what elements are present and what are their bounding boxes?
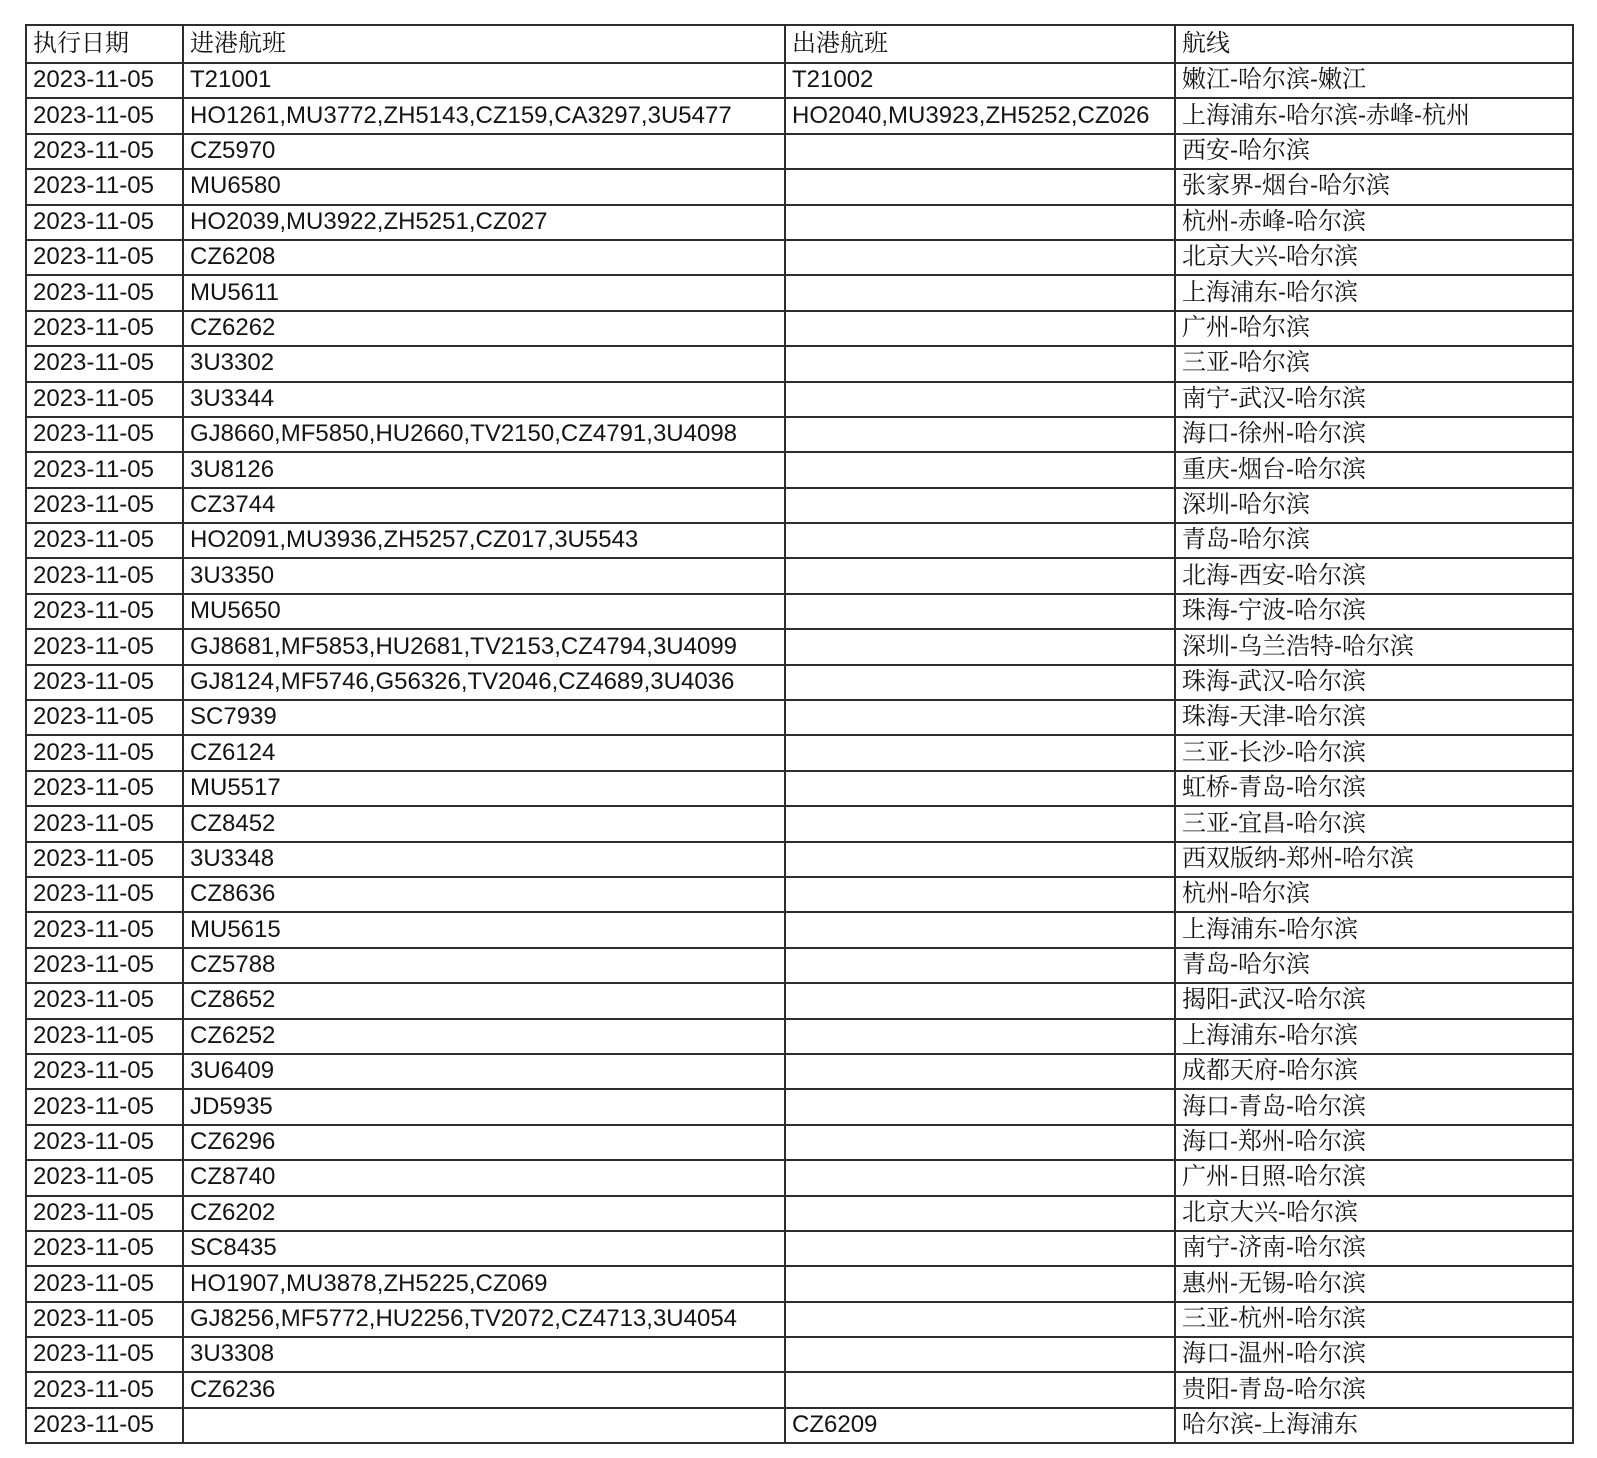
cell-route[interactable]: 三亚-哈尔滨 — [1175, 346, 1573, 381]
cell-route[interactable]: 上海浦东-哈尔滨-赤峰-杭州 — [1175, 98, 1573, 133]
cell-inbound-flights[interactable]: CZ5970 — [183, 134, 785, 169]
cell-date[interactable]: 2023-11-05 — [26, 842, 183, 877]
table-row — [26, 877, 1573, 912]
cell-outbound-flights[interactable] — [785, 1019, 1175, 1054]
cell-inbound-flights[interactable]: CZ6262 — [183, 311, 785, 346]
cell-outbound-flights[interactable] — [785, 275, 1175, 310]
cell-inbound-flights[interactable]: JD5935 — [183, 1089, 785, 1124]
cell-outbound-flights[interactable] — [785, 842, 1175, 877]
cell-route[interactable]: 上海浦东-哈尔滨 — [1175, 275, 1573, 310]
cell-outbound-flights[interactable] — [785, 452, 1175, 487]
cell-route[interactable]: 西双版纳-郑州-哈尔滨 — [1175, 842, 1573, 877]
cell-date[interactable]: 2023-11-05 — [26, 1266, 183, 1301]
cell-outbound-flights[interactable] — [785, 806, 1175, 841]
spreadsheet-area — [25, 24, 1574, 1444]
table-row — [26, 665, 1573, 700]
cell-route[interactable]: 海口-徐州-哈尔滨 — [1175, 417, 1573, 452]
cell-date[interactable]: 2023-11-05 — [26, 1302, 183, 1337]
cell-date[interactable]: 2023-11-05 — [26, 1019, 183, 1054]
cell-outbound-flights[interactable] — [785, 240, 1175, 275]
cell-inbound-flights[interactable]: SC7939 — [183, 700, 785, 735]
table-row — [26, 346, 1573, 381]
cell-route[interactable]: 海口-青岛-哈尔滨 — [1175, 1089, 1573, 1124]
cell-inbound-flights[interactable]: CZ8652 — [183, 983, 785, 1018]
table-body — [26, 63, 1573, 1443]
table-row — [26, 382, 1573, 417]
cell-outbound-flights[interactable] — [785, 1231, 1175, 1266]
cell-inbound-flights[interactable]: CZ6236 — [183, 1372, 785, 1407]
cell-inbound-flights[interactable]: 3U3350 — [183, 558, 785, 593]
cell-route[interactable]: 哈尔滨-上海浦东 — [1175, 1408, 1573, 1443]
cell-route[interactable]: 海口-郑州-哈尔滨 — [1175, 1125, 1573, 1160]
cell-inbound-flights[interactable]: 3U3344 — [183, 382, 785, 417]
cell-outbound-flights[interactable] — [785, 169, 1175, 204]
cell-inbound-flights[interactable]: GJ8681,MF5853,HU2681,TV2153,CZ4794,3U4099 — [183, 629, 785, 664]
cell-route[interactable]: 成都天府-哈尔滨 — [1175, 1054, 1573, 1089]
cell-date[interactable]: 2023-11-05 — [26, 346, 183, 381]
flight-schedule-table — [25, 24, 1574, 1444]
cell-route[interactable]: 虹桥-青岛-哈尔滨 — [1175, 771, 1573, 806]
cell-inbound-flights[interactable]: MU5615 — [183, 912, 785, 947]
table-row — [26, 948, 1573, 983]
cell-route[interactable]: 北京大兴-哈尔滨 — [1175, 1196, 1573, 1231]
cell-outbound-flights[interactable]: HO2040,MU3923,ZH5252,CZ026 — [785, 98, 1175, 133]
cell-inbound-flights[interactable]: HO2039,MU3922,ZH5251,CZ027 — [183, 205, 785, 240]
table-row — [26, 275, 1573, 310]
cell-outbound-flights[interactable] — [785, 417, 1175, 452]
cell-date[interactable]: 2023-11-05 — [26, 311, 183, 346]
table-row — [26, 523, 1573, 558]
table-row — [26, 1266, 1573, 1301]
cell-route[interactable]: 三亚-长沙-哈尔滨 — [1175, 735, 1573, 770]
cell-date[interactable]: 2023-11-05 — [26, 948, 183, 983]
cell-date[interactable]: 2023-11-05 — [26, 700, 183, 735]
cell-route[interactable]: 南宁-济南-哈尔滨 — [1175, 1231, 1573, 1266]
cell-date[interactable]: 2023-11-05 — [26, 1372, 183, 1407]
cell-date[interactable]: 2023-11-05 — [26, 558, 183, 593]
cell-date[interactable]: 2023-11-05 — [26, 98, 183, 133]
cell-date[interactable]: 2023-11-05 — [26, 1089, 183, 1124]
cell-inbound-flights[interactable]: T21001 — [183, 63, 785, 98]
cell-outbound-flights[interactable] — [785, 1125, 1175, 1160]
cell-inbound-flights[interactable]: 3U3302 — [183, 346, 785, 381]
cell-inbound-flights[interactable]: HO1261,MU3772,ZH5143,CZ159,CA3297,3U5477 — [183, 98, 785, 133]
table-row — [26, 771, 1573, 806]
cell-inbound-flights[interactable]: CZ5788 — [183, 948, 785, 983]
cell-inbound-flights[interactable]: 3U8126 — [183, 452, 785, 487]
cell-route[interactable]: 青岛-哈尔滨 — [1175, 523, 1573, 558]
cell-inbound-flights[interactable]: CZ6124 — [183, 735, 785, 770]
cell-date[interactable]: 2023-11-05 — [26, 1196, 183, 1231]
cell-route[interactable]: 惠州-无锡-哈尔滨 — [1175, 1266, 1573, 1301]
cell-date[interactable]: 2023-11-05 — [26, 134, 183, 169]
cell-date[interactable]: 2023-11-05 — [26, 63, 183, 98]
cell-inbound-flights[interactable]: CZ8452 — [183, 806, 785, 841]
cell-route[interactable]: 揭阳-武汉-哈尔滨 — [1175, 983, 1573, 1018]
cell-date[interactable]: 2023-11-05 — [26, 240, 183, 275]
header-row — [26, 25, 1573, 63]
table-row — [26, 1160, 1573, 1195]
cell-outbound-flights[interactable] — [785, 665, 1175, 700]
cell-route[interactable]: 张家界-烟台-哈尔滨 — [1175, 169, 1573, 204]
table-row — [26, 205, 1573, 240]
cell-route[interactable]: 广州-日照-哈尔滨 — [1175, 1160, 1573, 1195]
cell-date[interactable]: 2023-11-05 — [26, 275, 183, 310]
cell-route[interactable]: 珠海-宁波-哈尔滨 — [1175, 594, 1573, 629]
cell-outbound-flights[interactable] — [785, 346, 1175, 381]
cell-outbound-flights[interactable] — [785, 1372, 1175, 1407]
cell-inbound-flights[interactable]: GJ8256,MF5772,HU2256,TV2072,CZ4713,3U4054 — [183, 1302, 785, 1337]
cell-outbound-flights[interactable] — [785, 594, 1175, 629]
table-row — [26, 983, 1573, 1018]
table-row — [26, 1231, 1573, 1266]
cell-route[interactable]: 广州-哈尔滨 — [1175, 311, 1573, 346]
cell-date[interactable]: 2023-11-05 — [26, 1231, 183, 1266]
cell-date[interactable]: 2023-11-05 — [26, 665, 183, 700]
cell-inbound-flights[interactable]: GJ8660,MF5850,HU2660,TV2150,CZ4791,3U4098 — [183, 417, 785, 452]
cell-route[interactable]: 三亚-杭州-哈尔滨 — [1175, 1302, 1573, 1337]
cell-route[interactable]: 三亚-宜昌-哈尔滨 — [1175, 806, 1573, 841]
cell-inbound-flights[interactable]: MU5611 — [183, 275, 785, 310]
cell-outbound-flights[interactable] — [785, 134, 1175, 169]
cell-date[interactable]: 2023-11-05 — [26, 382, 183, 417]
cell-inbound-flights[interactable]: MU5650 — [183, 594, 785, 629]
cell-outbound-flights[interactable] — [785, 912, 1175, 947]
cell-date[interactable]: 2023-11-05 — [26, 169, 183, 204]
cell-date[interactable]: 2023-11-05 — [26, 983, 183, 1018]
cell-date[interactable]: 2023-11-05 — [26, 735, 183, 770]
cell-route[interactable]: 深圳-乌兰浩特-哈尔滨 — [1175, 629, 1573, 664]
cell-outbound-flights[interactable] — [785, 205, 1175, 240]
table-row — [26, 311, 1573, 346]
column-header-inbound-flights[interactable]: 进港航班 — [183, 25, 785, 63]
table-row — [26, 594, 1573, 629]
cell-outbound-flights[interactable] — [785, 1266, 1175, 1301]
cell-outbound-flights[interactable] — [785, 629, 1175, 664]
cell-outbound-flights[interactable] — [785, 1337, 1175, 1372]
cell-route[interactable]: 北京大兴-哈尔滨 — [1175, 240, 1573, 275]
cell-outbound-flights[interactable] — [785, 558, 1175, 593]
cell-route[interactable]: 珠海-天津-哈尔滨 — [1175, 700, 1573, 735]
column-header-date[interactable]: 执行日期 — [26, 25, 183, 63]
cell-route[interactable]: 深圳-哈尔滨 — [1175, 488, 1573, 523]
table-row — [26, 1019, 1573, 1054]
table-row — [26, 169, 1573, 204]
cell-outbound-flights[interactable] — [785, 948, 1175, 983]
cell-date[interactable]: 2023-11-05 — [26, 523, 183, 558]
cell-inbound-flights[interactable]: 3U3308 — [183, 1337, 785, 1372]
cell-outbound-flights[interactable]: CZ6209 — [785, 1408, 1175, 1443]
cell-route[interactable]: 西安-哈尔滨 — [1175, 134, 1573, 169]
cell-inbound-flights[interactable]: MU6580 — [183, 169, 785, 204]
cell-date[interactable]: 2023-11-05 — [26, 594, 183, 629]
cell-date[interactable]: 2023-11-05 — [26, 417, 183, 452]
cell-inbound-flights[interactable]: MU5517 — [183, 771, 785, 806]
cell-inbound-flights[interactable]: 3U6409 — [183, 1054, 785, 1089]
cell-outbound-flights[interactable] — [785, 771, 1175, 806]
cell-inbound-flights[interactable]: GJ8124,MF5746,G56326,TV2046,CZ4689,3U4036 — [183, 665, 785, 700]
cell-outbound-flights[interactable] — [785, 1196, 1175, 1231]
cell-date[interactable]: 2023-11-05 — [26, 912, 183, 947]
table-row — [26, 1408, 1573, 1443]
cell-inbound-flights[interactable]: 3U3348 — [183, 842, 785, 877]
cell-outbound-flights[interactable] — [785, 877, 1175, 912]
column-header-outbound-flights[interactable]: 出港航班 — [785, 25, 1175, 63]
table-row — [26, 452, 1573, 487]
cell-route[interactable]: 贵阳-青岛-哈尔滨 — [1175, 1372, 1573, 1407]
table-row — [26, 240, 1573, 275]
table-row — [26, 735, 1573, 770]
cell-route[interactable]: 北海-西安-哈尔滨 — [1175, 558, 1573, 593]
table-row — [26, 558, 1573, 593]
cell-date[interactable]: 2023-11-05 — [26, 205, 183, 240]
table-row — [26, 806, 1573, 841]
cell-route[interactable]: 杭州-哈尔滨 — [1175, 877, 1573, 912]
cell-inbound-flights[interactable]: CZ6296 — [183, 1125, 785, 1160]
cell-outbound-flights[interactable] — [785, 1302, 1175, 1337]
cell-route[interactable]: 海口-温州-哈尔滨 — [1175, 1337, 1573, 1372]
table-row — [26, 1302, 1573, 1337]
cell-date[interactable]: 2023-11-05 — [26, 771, 183, 806]
table-row — [26, 700, 1573, 735]
cell-route[interactable]: 珠海-武汉-哈尔滨 — [1175, 665, 1573, 700]
cell-date[interactable]: 2023-11-05 — [26, 1054, 183, 1089]
table-row — [26, 1196, 1573, 1231]
cell-route[interactable]: 杭州-赤峰-哈尔滨 — [1175, 205, 1573, 240]
cell-date[interactable]: 2023-11-05 — [26, 1408, 183, 1443]
table-row — [26, 912, 1573, 947]
cell-outbound-flights[interactable] — [785, 1160, 1175, 1195]
cell-inbound-flights[interactable]: HO2091,MU3936,ZH5257,CZ017,3U5543 — [183, 523, 785, 558]
table-row — [26, 63, 1573, 98]
cell-date[interactable]: 2023-11-05 — [26, 1337, 183, 1372]
cell-date[interactable]: 2023-11-05 — [26, 488, 183, 523]
cell-outbound-flights[interactable] — [785, 382, 1175, 417]
cell-inbound-flights[interactable]: CZ8740 — [183, 1160, 785, 1195]
table-row — [26, 1054, 1573, 1089]
table-row — [26, 417, 1573, 452]
column-header-route[interactable]: 航线 — [1175, 25, 1573, 63]
cell-outbound-flights[interactable] — [785, 735, 1175, 770]
cell-inbound-flights[interactable]: CZ8636 — [183, 877, 785, 912]
cell-outbound-flights[interactable] — [785, 311, 1175, 346]
cell-route[interactable]: 嫩江-哈尔滨-嫩江 — [1175, 63, 1573, 98]
cell-inbound-flights[interactable]: CZ6208 — [183, 240, 785, 275]
cell-outbound-flights[interactable] — [785, 1054, 1175, 1089]
cell-outbound-flights[interactable] — [785, 1089, 1175, 1124]
cell-date[interactable]: 2023-11-05 — [26, 877, 183, 912]
table-row — [26, 629, 1573, 664]
table-row — [26, 1372, 1573, 1407]
cell-outbound-flights[interactable] — [785, 700, 1175, 735]
cell-inbound-flights[interactable]: CZ6252 — [183, 1019, 785, 1054]
cell-inbound-flights[interactable]: CZ6202 — [183, 1196, 785, 1231]
cell-route[interactable]: 上海浦东-哈尔滨 — [1175, 912, 1573, 947]
cell-inbound-flights[interactable]: SC8435 — [183, 1231, 785, 1266]
cell-date[interactable]: 2023-11-05 — [26, 806, 183, 841]
table-row — [26, 1337, 1573, 1372]
cell-date[interactable]: 2023-11-05 — [26, 629, 183, 664]
table-row — [26, 134, 1573, 169]
table-row — [26, 98, 1573, 133]
cell-inbound-flights[interactable] — [183, 1408, 785, 1443]
table-row — [26, 1089, 1573, 1124]
table-row — [26, 1125, 1573, 1160]
cell-inbound-flights[interactable]: HO1907,MU3878,ZH5225,CZ069 — [183, 1266, 785, 1301]
cell-inbound-flights[interactable]: CZ3744 — [183, 488, 785, 523]
cell-route[interactable]: 重庆-烟台-哈尔滨 — [1175, 452, 1573, 487]
cell-date[interactable]: 2023-11-05 — [26, 1160, 183, 1195]
cell-outbound-flights[interactable] — [785, 523, 1175, 558]
cell-date[interactable]: 2023-11-05 — [26, 452, 183, 487]
cell-outbound-flights[interactable] — [785, 983, 1175, 1018]
table-row — [26, 488, 1573, 523]
cell-route[interactable]: 青岛-哈尔滨 — [1175, 948, 1573, 983]
cell-route[interactable]: 上海浦东-哈尔滨 — [1175, 1019, 1573, 1054]
table-row — [26, 842, 1573, 877]
cell-outbound-flights[interactable] — [785, 488, 1175, 523]
cell-date[interactable]: 2023-11-05 — [26, 1125, 183, 1160]
cell-route[interactable]: 南宁-武汉-哈尔滨 — [1175, 382, 1573, 417]
cell-outbound-flights[interactable]: T21002 — [785, 63, 1175, 98]
